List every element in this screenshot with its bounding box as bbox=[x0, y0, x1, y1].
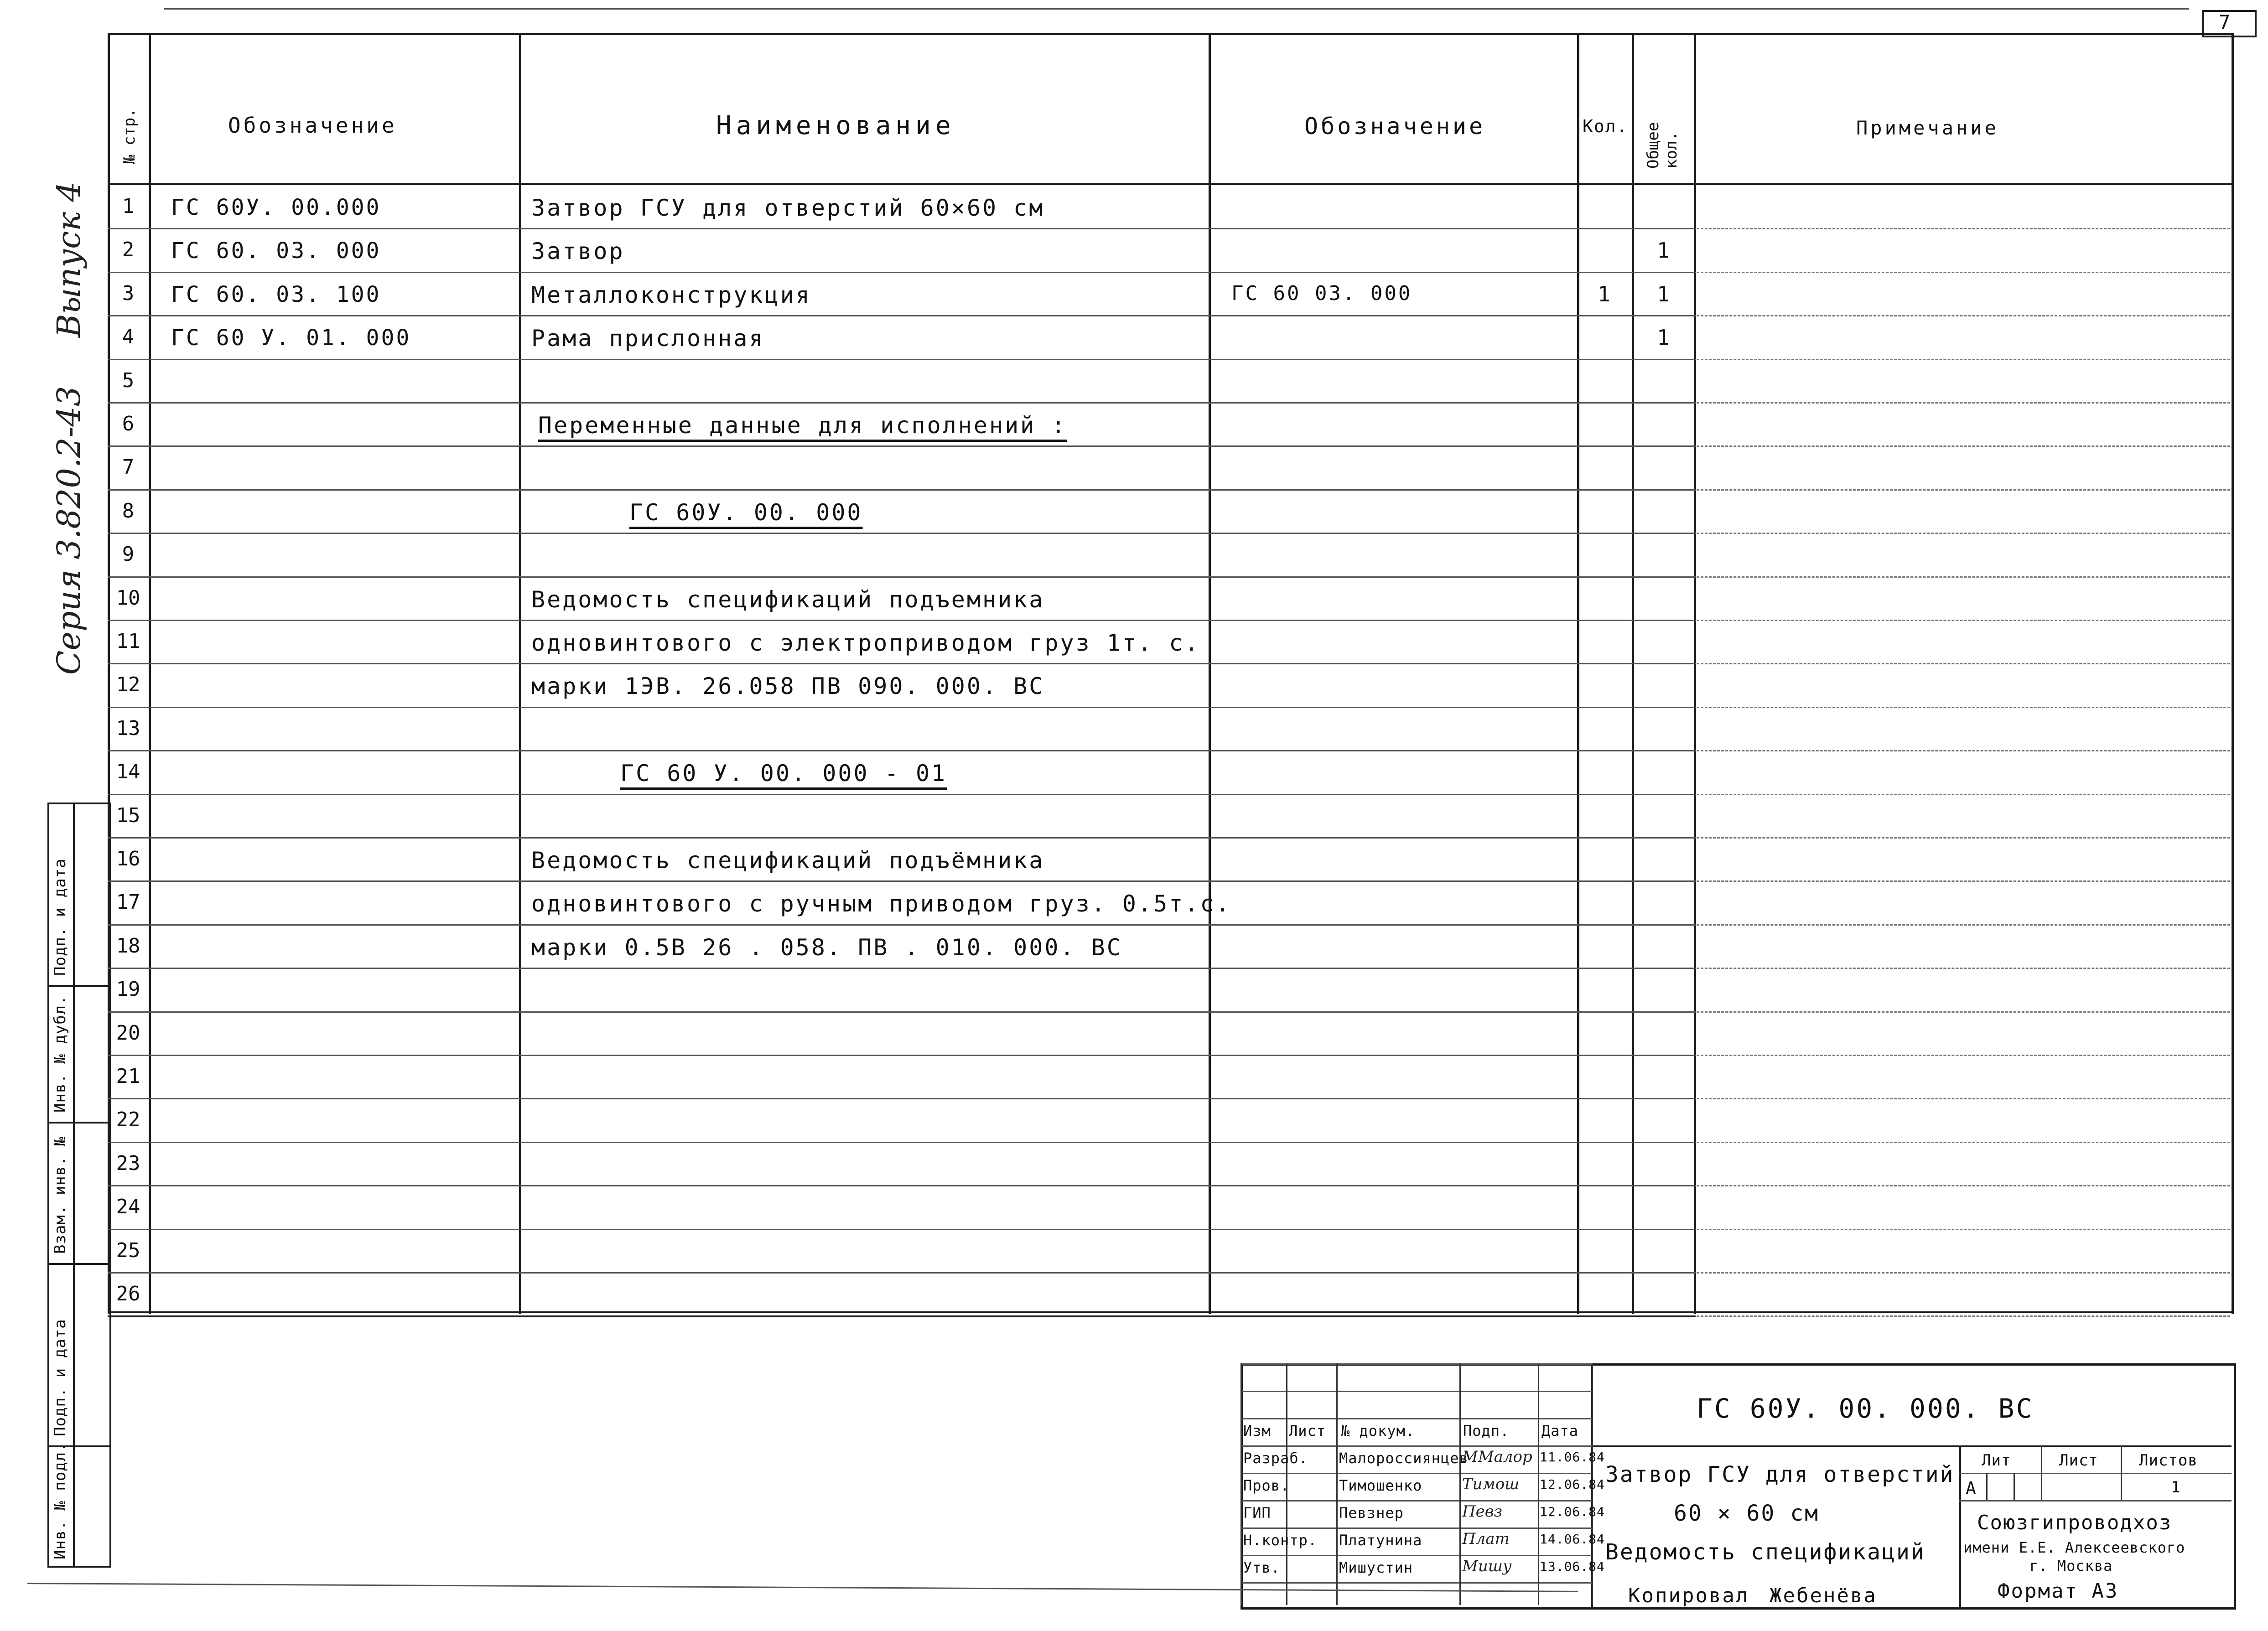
row-name: ГС 60 У. 00. 000 - 01 bbox=[620, 760, 947, 787]
row-name: Ведомость спецификаций подъёмника bbox=[531, 847, 1045, 874]
sig-role: Разраб. bbox=[1243, 1450, 1308, 1467]
row-separator bbox=[108, 707, 1696, 708]
row-number: 26 bbox=[116, 1282, 140, 1305]
sig-header-2: № докум. bbox=[1341, 1422, 1415, 1439]
row-name: марки 0.5В 26 . 058. ПВ . 010. 000. ВС bbox=[531, 934, 1122, 961]
row-separator bbox=[108, 576, 1696, 578]
sig-date: 13.06.84 bbox=[1540, 1559, 1605, 1574]
row-name: Затвор ГСУ для отверстий 60×60 см bbox=[531, 195, 1045, 221]
row-separator-note bbox=[1697, 1098, 2230, 1099]
row-separator bbox=[108, 924, 1696, 926]
tb-sheet-label: Лист bbox=[2059, 1451, 2098, 1470]
sig-grid-col-line bbox=[1240, 1363, 1242, 1605]
row-separator bbox=[108, 880, 1696, 882]
row-number: 3 bbox=[122, 281, 135, 305]
header-qty: Кол. bbox=[1583, 116, 1628, 136]
tb-right-divider bbox=[1959, 1445, 1961, 1607]
sig-name: Певзнер bbox=[1339, 1504, 1404, 1522]
row-name: одновинтового с электроприводом груз 1т. с. bbox=[531, 630, 1200, 656]
row-separator bbox=[108, 837, 1696, 839]
release-label: Выпуск 4 bbox=[50, 181, 88, 337]
row-separator bbox=[108, 359, 1696, 360]
tb-lit-value: А bbox=[1966, 1478, 1977, 1498]
row-separator-note bbox=[1697, 1229, 2230, 1230]
footer-format: Формат А3 bbox=[1998, 1579, 2119, 1603]
page-number: 7 bbox=[2219, 11, 2231, 33]
col-line-2 bbox=[519, 33, 521, 1314]
row-total: 1 bbox=[1657, 281, 1670, 306]
row-separator-note bbox=[1697, 1055, 2230, 1056]
row-separator bbox=[108, 968, 1696, 969]
tb-lit-label: Лит bbox=[1982, 1451, 2011, 1470]
header-designation2: Обозначение bbox=[1304, 113, 1486, 140]
row-designation2: ГС 60 03. 000 bbox=[1231, 281, 1412, 305]
sig-role: Н.контр. bbox=[1243, 1532, 1318, 1549]
row-separator bbox=[108, 489, 1696, 491]
row-designation: ГС 60. 03. 000 bbox=[171, 238, 381, 264]
left-stamp-label-0: Инв. № подл. bbox=[51, 1442, 69, 1559]
row-total: 1 bbox=[1657, 325, 1670, 350]
row-separator bbox=[108, 445, 1696, 447]
row-number: 7 bbox=[122, 456, 135, 479]
tb-lit-col-1 bbox=[2041, 1445, 2042, 1500]
sig-name: Малороссиянцев bbox=[1339, 1450, 1469, 1467]
header-separator bbox=[108, 183, 2232, 185]
tb-lit-row-1 bbox=[1959, 1473, 2232, 1474]
col-line-4 bbox=[1577, 33, 1579, 1314]
sig-signature: Плат bbox=[1462, 1530, 1510, 1548]
row-separator-note bbox=[1697, 489, 2230, 491]
row-name: марки 1ЭВ. 26.058 ПВ 090. 000. ВС bbox=[531, 673, 1045, 700]
row-separator bbox=[108, 228, 1696, 229]
tb-title-line2: 60 × 60 см bbox=[1674, 1501, 1819, 1526]
sig-grid-col-line bbox=[1336, 1363, 1338, 1605]
sig-name: Мишустин bbox=[1339, 1559, 1413, 1576]
row-name: одновинтового с ручным приводом груз. 0.5т.с. bbox=[531, 891, 1231, 917]
row-number: 10 bbox=[116, 586, 140, 610]
tb-title-line3: Ведомость спецификаций bbox=[1605, 1539, 1925, 1565]
row-number: 4 bbox=[122, 325, 135, 349]
row-separator-note bbox=[1697, 750, 2230, 751]
row-separator bbox=[108, 402, 1696, 404]
row-number: 8 bbox=[122, 499, 135, 523]
row-separator-note bbox=[1697, 880, 2230, 882]
row-designation: ГС 60. 03. 100 bbox=[171, 281, 381, 307]
sig-signature: Тимош bbox=[1462, 1475, 1520, 1493]
row-number: 12 bbox=[116, 673, 140, 697]
header-total-qty: Общее кол. bbox=[1644, 122, 1681, 169]
row-designation: ГС 60 У. 01. 000 bbox=[171, 325, 411, 351]
tb-lit-col-3 bbox=[1986, 1473, 1988, 1500]
row-qty: 1 bbox=[1598, 281, 1610, 306]
header-note: Примечание bbox=[1856, 117, 1999, 139]
row-separator-note bbox=[1697, 837, 2230, 839]
sig-grid-col-line bbox=[1459, 1363, 1461, 1605]
row-separator-note bbox=[1697, 359, 2230, 360]
row-separator-note bbox=[1697, 315, 2230, 316]
row-separator bbox=[108, 1098, 1696, 1099]
row-separator bbox=[108, 663, 1696, 664]
row-separator-note bbox=[1697, 1315, 2230, 1317]
row-separator-note bbox=[1697, 1142, 2230, 1143]
sig-date: 14.06.84 bbox=[1540, 1532, 1605, 1547]
row-separator bbox=[108, 1055, 1696, 1056]
row-separator bbox=[108, 1185, 1696, 1186]
sig-signature: Певз bbox=[1462, 1502, 1503, 1521]
row-separator-note bbox=[1697, 620, 2230, 621]
col-line-1 bbox=[149, 33, 151, 1314]
row-separator-note bbox=[1697, 228, 2230, 229]
row-name: ГС 60У. 00. 000 bbox=[629, 499, 863, 526]
tb-sheets-value: 1 bbox=[2171, 1478, 2181, 1496]
row-number: 14 bbox=[116, 760, 140, 784]
left-stamp-sep-3 bbox=[47, 1122, 109, 1124]
col-line-5 bbox=[1632, 33, 1634, 1314]
table-bottom bbox=[108, 1311, 2232, 1313]
row-number: 21 bbox=[116, 1065, 140, 1088]
row-separator-note bbox=[1697, 1185, 2230, 1186]
row-number: 23 bbox=[116, 1151, 140, 1175]
header-designation: Обозначение bbox=[228, 113, 397, 138]
row-separator-note bbox=[1697, 924, 2230, 926]
col-line-6 bbox=[1694, 33, 1696, 1314]
series-label: Серия 3.820.2-43 bbox=[50, 386, 88, 675]
row-number: 9 bbox=[122, 543, 135, 566]
sig-role: Пров. bbox=[1243, 1477, 1290, 1494]
main-frame bbox=[108, 33, 2234, 1314]
sig-date: 12.06.84 bbox=[1540, 1504, 1605, 1519]
left-stamp-label-2: Взам. инв. № bbox=[51, 1136, 69, 1254]
tb-lit-col-4 bbox=[2014, 1473, 2015, 1500]
row-separator bbox=[108, 1011, 1696, 1013]
row-separator bbox=[108, 272, 1696, 273]
sig-grid-col-line bbox=[1538, 1363, 1539, 1605]
row-separator bbox=[108, 315, 1696, 316]
sig-date: 12.06.84 bbox=[1540, 1477, 1605, 1492]
row-name: Ведомость спецификаций подъемника bbox=[531, 586, 1045, 613]
row-separator-note bbox=[1697, 533, 2230, 534]
sig-date: 11.06.84 bbox=[1540, 1450, 1605, 1465]
row-separator-note bbox=[1697, 968, 2230, 969]
sig-role: Утв. bbox=[1243, 1559, 1281, 1576]
sig-signature: Мишу bbox=[1462, 1557, 1512, 1575]
row-separator-note bbox=[1697, 576, 2230, 578]
sig-signature: ММалор bbox=[1462, 1448, 1532, 1466]
row-separator bbox=[108, 1272, 1696, 1274]
col-line-3 bbox=[1209, 33, 1211, 1314]
sig-name: Платунина bbox=[1339, 1532, 1422, 1549]
left-stamp-label-4: Подп. и дата bbox=[51, 858, 69, 976]
row-separator-note bbox=[1697, 402, 2230, 404]
row-number: 11 bbox=[116, 630, 140, 653]
left-stamp-divider bbox=[73, 803, 75, 1566]
row-number: 5 bbox=[122, 368, 135, 392]
tb-doc-code: ГС 60У. 00. 000. ВС bbox=[1697, 1393, 2034, 1424]
row-number: 18 bbox=[116, 934, 140, 958]
row-number: 25 bbox=[116, 1238, 140, 1262]
tb-lit-col-2 bbox=[2121, 1445, 2122, 1500]
row-number: 24 bbox=[116, 1195, 140, 1219]
left-stamp-label-1: Подп. и дата bbox=[51, 1319, 69, 1436]
row-separator-note bbox=[1697, 794, 2230, 795]
row-separator bbox=[108, 1315, 1696, 1317]
row-name: Металлоконструкция bbox=[531, 281, 811, 308]
footer-copier: Жебенёва bbox=[1770, 1584, 1877, 1607]
tb-title-line1: Затвор ГСУ для отверстий bbox=[1605, 1462, 1955, 1487]
row-number: 17 bbox=[116, 891, 140, 914]
row-number: 6 bbox=[122, 412, 135, 435]
left-stamp-sep-2 bbox=[47, 1263, 109, 1265]
row-separator bbox=[108, 620, 1696, 621]
sig-header-3: Подп. bbox=[1463, 1422, 1510, 1439]
sig-role: ГИП bbox=[1243, 1504, 1271, 1522]
row-separator-note bbox=[1697, 272, 2230, 273]
sig-header-1: Лист bbox=[1289, 1422, 1326, 1439]
row-total: 1 bbox=[1657, 238, 1670, 263]
row-number: 1 bbox=[122, 195, 135, 218]
row-number: 22 bbox=[116, 1108, 140, 1132]
tb-sheets-label: Листов bbox=[2139, 1451, 2198, 1470]
left-stamp-sep-4 bbox=[47, 985, 109, 987]
tb-org-line3: г. Москва bbox=[2029, 1557, 2113, 1574]
row-number: 2 bbox=[122, 238, 135, 262]
row-number: 16 bbox=[116, 847, 140, 870]
footer-copied: Копировал bbox=[1628, 1584, 1749, 1607]
row-separator bbox=[108, 1142, 1696, 1143]
row-separator bbox=[108, 794, 1696, 795]
tb-lit-row-2 bbox=[1959, 1500, 2232, 1502]
row-name: Переменные данные для исполнений : bbox=[538, 412, 1067, 439]
row-designation: ГС 60У. 00.000 bbox=[171, 195, 381, 220]
row-separator bbox=[108, 750, 1696, 751]
tb-code-line bbox=[1591, 1445, 2232, 1447]
row-separator-note bbox=[1697, 1272, 2230, 1274]
row-number: 19 bbox=[116, 978, 140, 1001]
header-name: Наименование bbox=[716, 111, 955, 140]
row-separator bbox=[108, 533, 1696, 534]
left-stamp-label-3: Инв. № дубл. bbox=[51, 995, 69, 1113]
row-separator-note bbox=[1697, 707, 2230, 708]
top-border bbox=[164, 8, 2189, 10]
row-name: Затвор bbox=[531, 238, 625, 265]
row-separator bbox=[108, 1229, 1696, 1230]
row-separator-note bbox=[1697, 663, 2230, 664]
tb-org-line1: Союзгипроводхоз bbox=[1977, 1511, 2172, 1534]
row-separator-note bbox=[1697, 445, 2230, 447]
sig-header-4: Дата bbox=[1541, 1422, 1579, 1439]
tb-org-line2: имени Е.Е. Алексеевского bbox=[1963, 1539, 2185, 1556]
row-number: 15 bbox=[116, 803, 140, 827]
sig-name: Тимошенко bbox=[1339, 1477, 1422, 1494]
row-number: 13 bbox=[116, 716, 140, 740]
header-row-no: № стр. bbox=[120, 108, 139, 164]
row-number: 20 bbox=[116, 1021, 140, 1045]
row-separator-note bbox=[1697, 1011, 2230, 1013]
row-name: Рама прислонная bbox=[531, 325, 765, 352]
sig-header-0: Изм bbox=[1243, 1422, 1271, 1439]
